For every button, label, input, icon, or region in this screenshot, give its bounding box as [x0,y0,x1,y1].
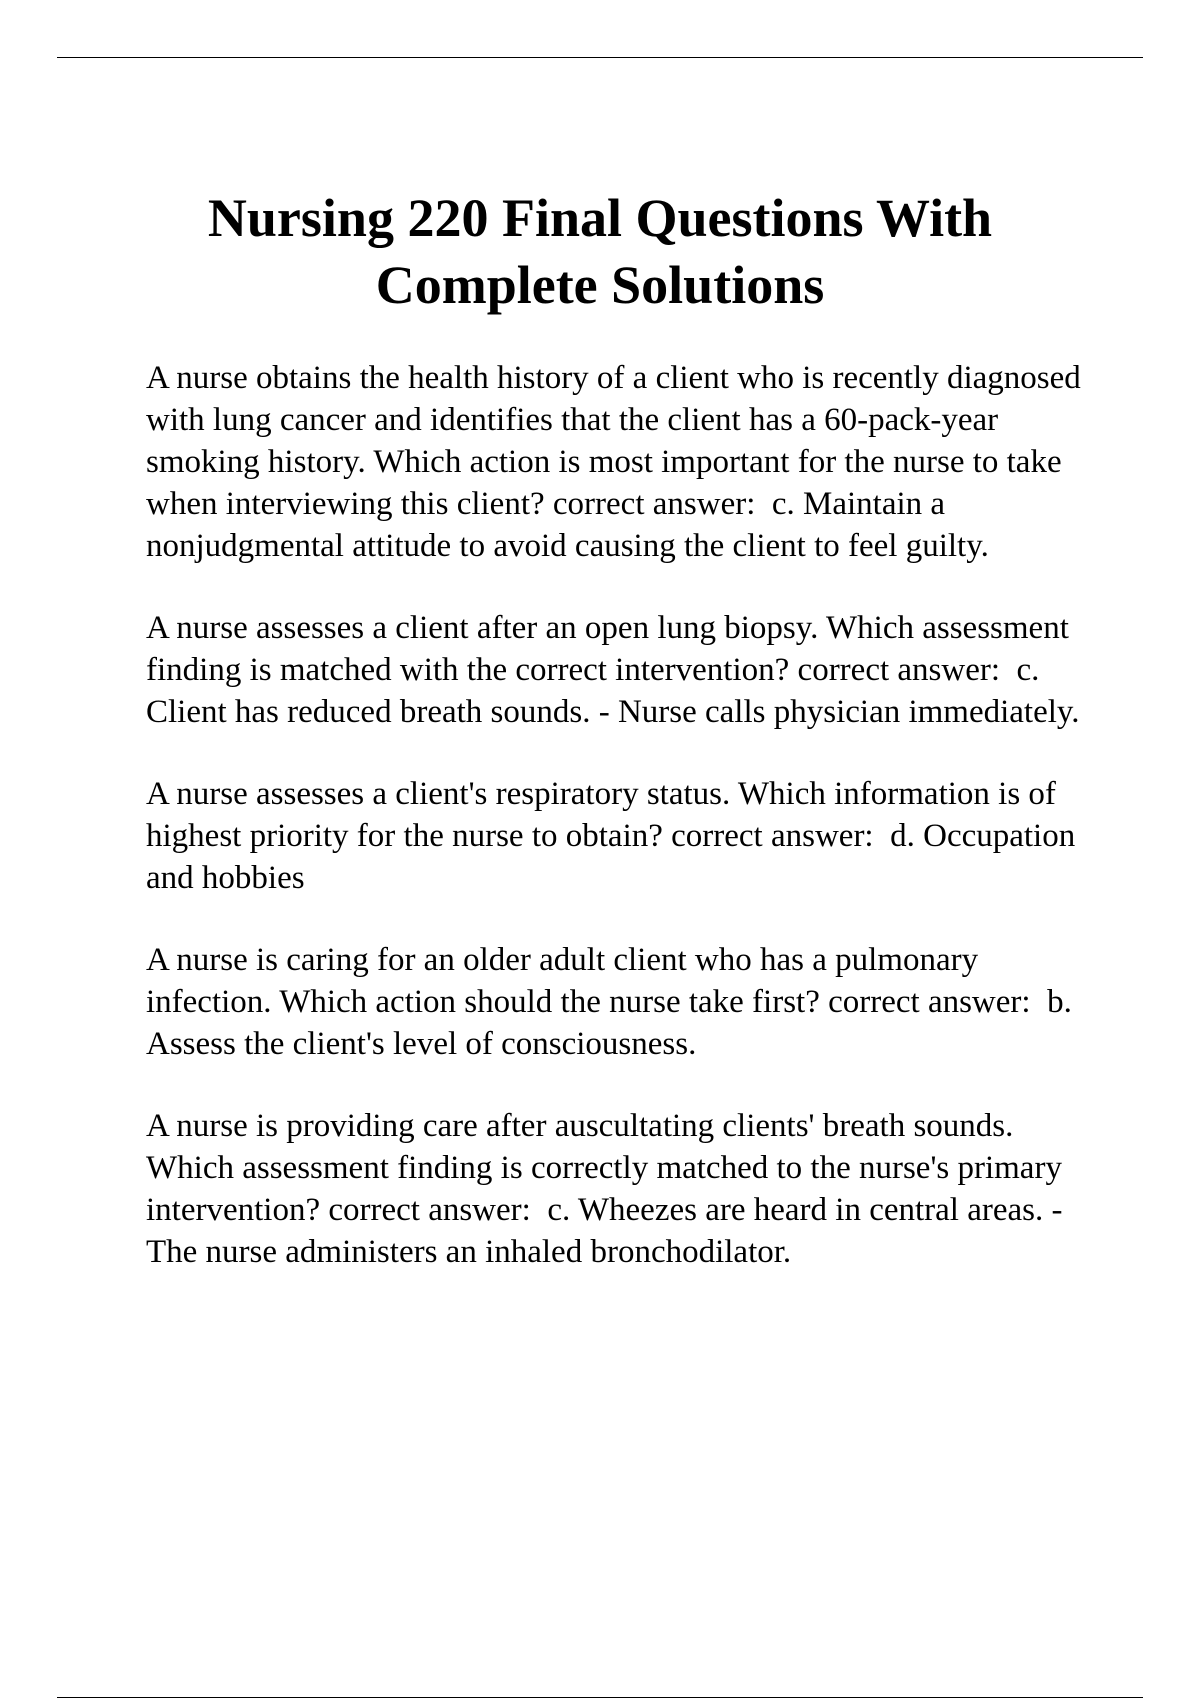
answer-text: c. Client has reduced breath sounds. - Nurse calls physician immediately. [146,652,1080,730]
answer-prefix: correct answer: [828,984,1031,1020]
qa-list [146,357,1106,1313]
question-text: A nurse is providing care after auscultating clients' breath sounds. Which assessment finding is correctly matched to the nurse's primary intervention? [146,1108,1062,1228]
answer-prefix: correct answer: [552,486,756,522]
qa-item [146,939,1106,1065]
question-text: A nurse is caring for an older adult client who has a pulmonary infection. Which action should the nurse take first? [146,942,979,1020]
answer-prefix: correct answer: [671,818,874,854]
qa-item [146,1105,1106,1273]
qa-item [146,607,1106,733]
question-text: A nurse assesses a client's respiratory status. Which information is of highest priority for the nurse to obtain? [146,776,1056,854]
question-text: A nurse obtains the health history of a client who is recently diagnosed with lung cancer and identifies that the client has a 60-pack-year smoking history. Which action is most important for the nurse to take when interviewing this client? [146,360,1081,522]
answer-prefix: correct answer: [797,652,1001,688]
answer-text: b. Assess the client's level of consciousness. [146,984,1072,1062]
answer-text: c. Wheezes are heard in central areas. - The nurse administers an inhaled bronchodilator. [146,1192,1063,1270]
bottom-rule [57,1697,1143,1698]
answer-prefix: correct answer: [328,1192,531,1228]
page-title [100,185,1100,319]
title-line-1: Nursing 220 Final Questions With [207,188,993,248]
answer-text: c. Maintain a nonjudgmental attitude to avoid causing the client to feel guilty. [146,486,989,564]
title-line-2: Complete Solutions [375,255,825,315]
top-rule [57,57,1143,58]
qa-item [146,357,1106,567]
qa-item [146,773,1106,899]
answer-text: d. Occupation and hobbies [146,818,1076,896]
question-text: A nurse assesses a client after an open lung biopsy. Which assessment finding is matched with the correct intervention? [146,610,1069,688]
